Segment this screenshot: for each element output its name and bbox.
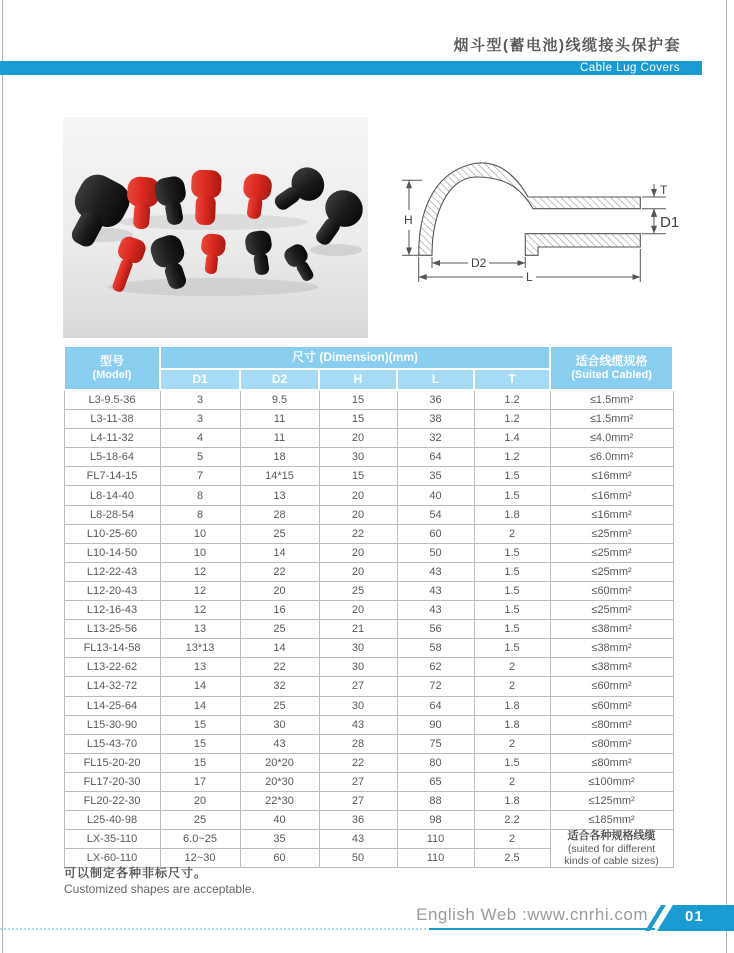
- note-block: [64, 864, 255, 896]
- cell-l: 32: [397, 429, 474, 448]
- cell-h: 28: [319, 734, 397, 753]
- cell-l: 58: [397, 639, 474, 658]
- cell-d2: 20: [240, 581, 319, 600]
- table-row: [64, 562, 673, 581]
- cell-h: 30: [319, 448, 397, 467]
- cell-model: L10-25-60: [64, 524, 160, 543]
- cell-d2: 18: [240, 448, 319, 467]
- cell-l: 60: [397, 524, 474, 543]
- cell-t: 2.5: [474, 849, 550, 868]
- cell-model: L15-43-70: [64, 734, 160, 753]
- table-row: [64, 791, 673, 810]
- cover-cross-section-lower: [525, 234, 640, 256]
- table-row: [64, 601, 673, 620]
- footer-dotted-line: [0, 928, 426, 930]
- cell-d1: 15: [160, 753, 240, 772]
- cell-model: L12-20-43: [64, 581, 160, 600]
- header-col-t: T: [474, 369, 550, 390]
- table-row: [64, 524, 673, 543]
- header-suited-en: (Suited Cabled): [571, 368, 652, 381]
- header-col-h: H: [319, 369, 397, 390]
- cell-t: 1.5: [474, 620, 550, 639]
- page-number: 01: [685, 908, 704, 925]
- page-title: 烟斗型(蓄电池)线缆接头保护套: [453, 37, 681, 54]
- cell-l: 35: [397, 467, 474, 486]
- cell-d1: 3: [160, 390, 240, 410]
- cell-h: 20: [319, 543, 397, 562]
- merged-suited-en: (suited for different: [567, 843, 656, 855]
- cell-d2: 28: [240, 505, 319, 524]
- cell-suited: ≤1.5mm²: [550, 390, 673, 410]
- header-model-en: (Model): [92, 368, 132, 381]
- header-band: [0, 61, 702, 75]
- cell-d2: 16: [240, 601, 319, 620]
- table-row: [64, 429, 673, 448]
- header-col-l: L: [397, 369, 474, 390]
- cell-t: 1.5: [474, 753, 550, 772]
- table-row: [64, 467, 673, 486]
- cell-h: 20: [319, 429, 397, 448]
- cell-t: 1.5: [474, 639, 550, 658]
- cell-t: 1.5: [474, 486, 550, 505]
- cell-t: 1.5: [474, 562, 550, 581]
- product-photo: [63, 117, 368, 338]
- cell-l: 64: [397, 448, 474, 467]
- cell-l: 65: [397, 772, 474, 791]
- cell-d2: 25: [240, 620, 319, 639]
- cell-d2: 30: [240, 715, 319, 734]
- cell-h: 20: [319, 486, 397, 505]
- cell-d1: 15: [160, 715, 240, 734]
- cell-h: 27: [319, 791, 397, 810]
- table-row: [64, 410, 673, 429]
- merged-suited-cn: 适合各种规格线缆: [567, 830, 656, 843]
- cell-suited: ≤38mm²: [550, 658, 673, 677]
- cell-model: L3-11-38: [64, 410, 160, 429]
- cell-t: 2: [474, 772, 550, 791]
- cell-d2: 40: [240, 811, 319, 830]
- cell-h: 43: [319, 830, 397, 849]
- cell-model: FL17-20-30: [64, 772, 160, 791]
- cell-model: FL13-14-58: [64, 639, 160, 658]
- cell-model: L4-11-32: [64, 429, 160, 448]
- cell-h: 20: [319, 601, 397, 620]
- cell-l: 43: [397, 562, 474, 581]
- table-row: [64, 543, 673, 562]
- cell-t: 2: [474, 658, 550, 677]
- cell-d2: 43: [240, 734, 319, 753]
- cell-t: 1.5: [474, 601, 550, 620]
- cell-model: L25-40-98: [64, 811, 160, 830]
- table-row: [64, 390, 673, 410]
- dim-label-h: H: [404, 213, 413, 227]
- cell-l: 43: [397, 601, 474, 620]
- cell-model: L8-14-40: [64, 486, 160, 505]
- dimension-diagram: [392, 142, 695, 322]
- cell-suited-merged: [550, 830, 673, 868]
- cell-model: FL15-20-20: [64, 753, 160, 772]
- cell-d1: 10: [160, 524, 240, 543]
- cell-d1: 8: [160, 505, 240, 524]
- cell-d2: 20*20: [240, 753, 319, 772]
- cell-t: 1.2: [474, 410, 550, 429]
- cell-t: 2.2: [474, 811, 550, 830]
- table-row: [64, 486, 673, 505]
- cell-l: 80: [397, 753, 474, 772]
- cell-l: 54: [397, 505, 474, 524]
- header-col-d1: D1: [160, 369, 240, 390]
- cell-model: L10-14-50: [64, 543, 160, 562]
- cell-h: 36: [319, 811, 397, 830]
- table-row: [64, 715, 673, 734]
- cell-t: 1.8: [474, 715, 550, 734]
- cell-model: L12-22-43: [64, 562, 160, 581]
- cell-model: LX-35-110: [64, 830, 160, 849]
- cell-l: 88: [397, 791, 474, 810]
- left-margin-line: [2, 0, 3, 953]
- cell-d2: 25: [240, 696, 319, 715]
- cell-suited: ≤25mm²: [550, 601, 673, 620]
- cell-l: 72: [397, 677, 474, 696]
- cell-model: L14-32-72: [64, 677, 160, 696]
- cell-suited: ≤80mm²: [550, 715, 673, 734]
- cell-t: 1.5: [474, 467, 550, 486]
- cell-suited: ≤1.5mm²: [550, 410, 673, 429]
- cell-l: 62: [397, 658, 474, 677]
- cell-model: L14-25-64: [64, 696, 160, 715]
- header-suited-cn: 适合线缆规格: [575, 353, 648, 368]
- dim-label-d1: D1: [660, 214, 680, 231]
- cell-l: 98: [397, 811, 474, 830]
- table-row: [64, 734, 673, 753]
- cell-d2: 22: [240, 658, 319, 677]
- cell-suited: ≤80mm²: [550, 753, 673, 772]
- cell-h: 43: [319, 715, 397, 734]
- cell-h: 22: [319, 524, 397, 543]
- table-row: [64, 811, 673, 830]
- cell-t: 2: [474, 734, 550, 753]
- cell-h: 22: [319, 753, 397, 772]
- cell-model: L12-16-43: [64, 601, 160, 620]
- header-model: [64, 346, 160, 390]
- header-col-d2: D2: [240, 369, 319, 390]
- cell-suited: ≤80mm²: [550, 734, 673, 753]
- cell-t: 2: [474, 677, 550, 696]
- cell-model: L8-28-54: [64, 505, 160, 524]
- cell-l: 90: [397, 715, 474, 734]
- cell-t: 1.8: [474, 696, 550, 715]
- cell-d2: 25: [240, 524, 319, 543]
- cell-model: L5-18-64: [64, 448, 160, 467]
- cell-d2: 13: [240, 486, 319, 505]
- page-subtitle: Cable Lug Covers: [579, 62, 680, 74]
- cell-d1: 13*13: [160, 639, 240, 658]
- table-row: [64, 772, 673, 791]
- cell-d1: 25: [160, 811, 240, 830]
- cell-t: 1.2: [474, 390, 550, 410]
- note-en: Customized shapes are acceptable.: [64, 882, 255, 896]
- cell-t: 1.4: [474, 429, 550, 448]
- cell-t: 1.8: [474, 791, 550, 810]
- cell-d1: 6.0~25: [160, 830, 240, 849]
- cell-model: L15-30-90: [64, 715, 160, 734]
- dim-label-d2: D2: [471, 256, 487, 270]
- cell-model: L3-9.5-36: [64, 390, 160, 410]
- cell-model: FL7-14-15: [64, 467, 160, 486]
- cell-suited: ≤185mm²: [550, 811, 673, 830]
- cell-h: 25: [319, 581, 397, 600]
- cell-h: 20: [319, 505, 397, 524]
- cell-suited: ≤125mm²: [550, 791, 673, 810]
- cell-d1: 12: [160, 581, 240, 600]
- cell-suited: ≤38mm²: [550, 639, 673, 658]
- cell-d1: 10: [160, 543, 240, 562]
- cell-l: 64: [397, 696, 474, 715]
- cell-model: FL20-22-30: [64, 791, 160, 810]
- cell-d1: 13: [160, 658, 240, 677]
- cell-h: 30: [319, 658, 397, 677]
- table-row: [64, 620, 673, 639]
- cell-d2: 11: [240, 429, 319, 448]
- cell-suited: ≤6.0mm²: [550, 448, 673, 467]
- cell-d2: 22*30: [240, 791, 319, 810]
- cell-h: 15: [319, 467, 397, 486]
- cell-suited: ≤16mm²: [550, 486, 673, 505]
- cell-d2: 11: [240, 410, 319, 429]
- cell-d2: 14*15: [240, 467, 319, 486]
- cell-l: 50: [397, 543, 474, 562]
- cell-h: 30: [319, 639, 397, 658]
- cell-suited: ≤100mm²: [550, 772, 673, 791]
- cell-t: 2: [474, 524, 550, 543]
- cell-suited: ≤16mm²: [550, 505, 673, 524]
- cell-d2: 14: [240, 639, 319, 658]
- cell-h: 20: [319, 562, 397, 581]
- cell-d2: 22: [240, 562, 319, 581]
- cell-d1: 5: [160, 448, 240, 467]
- cell-h: 50: [319, 849, 397, 868]
- cell-suited: ≤25mm²: [550, 524, 673, 543]
- table-row: [64, 658, 673, 677]
- cell-d1: 13: [160, 620, 240, 639]
- cell-d1: 12~30: [160, 849, 240, 868]
- cell-suited: ≤4.0mm²: [550, 429, 673, 448]
- cell-suited: ≤38mm²: [550, 620, 673, 639]
- header-suited: [550, 346, 673, 390]
- cell-d1: 4: [160, 429, 240, 448]
- cell-t: 1.8: [474, 505, 550, 524]
- cell-d2: 14: [240, 543, 319, 562]
- cell-suited: ≤16mm²: [550, 467, 673, 486]
- cell-model: LX-60-110: [64, 849, 160, 868]
- cell-t: 1.5: [474, 581, 550, 600]
- cell-d2: 32: [240, 677, 319, 696]
- cell-d1: 14: [160, 677, 240, 696]
- cell-t: 2: [474, 830, 550, 849]
- cell-d2: 35: [240, 830, 319, 849]
- cell-d1: 12: [160, 601, 240, 620]
- table-row: [64, 639, 673, 658]
- footer-website: English Web :www.cnrhi.com: [416, 905, 648, 924]
- dim-label-t: T: [660, 183, 668, 197]
- table-row: [64, 581, 673, 600]
- cell-d2: 60: [240, 849, 319, 868]
- cell-h: 27: [319, 677, 397, 696]
- cable-lug-covers-image: [63, 117, 368, 338]
- table-row: [64, 448, 673, 467]
- cell-l: 56: [397, 620, 474, 639]
- cell-l: 36: [397, 390, 474, 410]
- cell-d1: 17: [160, 772, 240, 791]
- cell-suited: ≤60mm²: [550, 581, 673, 600]
- spec-table-header: [64, 346, 673, 390]
- merged-suited-en: kinds of cable sizes): [564, 855, 659, 868]
- footer-underline: [429, 928, 655, 930]
- cell-l: 40: [397, 486, 474, 505]
- header-model-cn: 型号: [99, 353, 124, 368]
- cell-model: L13-25-56: [64, 620, 160, 639]
- cell-suited: ≤25mm²: [550, 543, 673, 562]
- cell-suited: ≤60mm²: [550, 696, 673, 715]
- cell-suited: ≤25mm²: [550, 562, 673, 581]
- table-row: [64, 677, 673, 696]
- page-number-badge: [639, 905, 734, 931]
- cell-h: 30: [319, 696, 397, 715]
- cell-h: 15: [319, 410, 397, 429]
- cell-t: 1.2: [474, 448, 550, 467]
- header-dimension: 尺寸 (Dimension)(mm): [160, 346, 550, 369]
- right-margin-line: [726, 0, 727, 953]
- cell-model: L13-22-62: [64, 658, 160, 677]
- cell-d2: 9.5: [240, 390, 319, 410]
- cell-h: 15: [319, 390, 397, 410]
- cell-d1: 14: [160, 696, 240, 715]
- table-row: [64, 753, 673, 772]
- cell-t: 1.5: [474, 543, 550, 562]
- table-row: [64, 830, 673, 849]
- cell-h: 27: [319, 772, 397, 791]
- table-row: [64, 696, 673, 715]
- cell-d1: 3: [160, 410, 240, 429]
- cell-d1: 7: [160, 467, 240, 486]
- table-row: [64, 505, 673, 524]
- cell-suited: ≤60mm²: [550, 677, 673, 696]
- spec-table: [63, 345, 674, 868]
- dim-label-l: L: [526, 270, 533, 284]
- cell-d1: 15: [160, 734, 240, 753]
- cell-l: 110: [397, 830, 474, 849]
- cell-l: 43: [397, 581, 474, 600]
- cell-d1: 8: [160, 486, 240, 505]
- note-cn: 可以制定各种非标尺寸。: [64, 866, 208, 880]
- spec-table-body: [64, 390, 673, 868]
- cell-d1: 12: [160, 562, 240, 581]
- cell-d2: 20*30: [240, 772, 319, 791]
- cell-l: 38: [397, 410, 474, 429]
- cell-d1: 20: [160, 791, 240, 810]
- cell-h: 21: [319, 620, 397, 639]
- cell-l: 110: [397, 849, 474, 868]
- cell-l: 75: [397, 734, 474, 753]
